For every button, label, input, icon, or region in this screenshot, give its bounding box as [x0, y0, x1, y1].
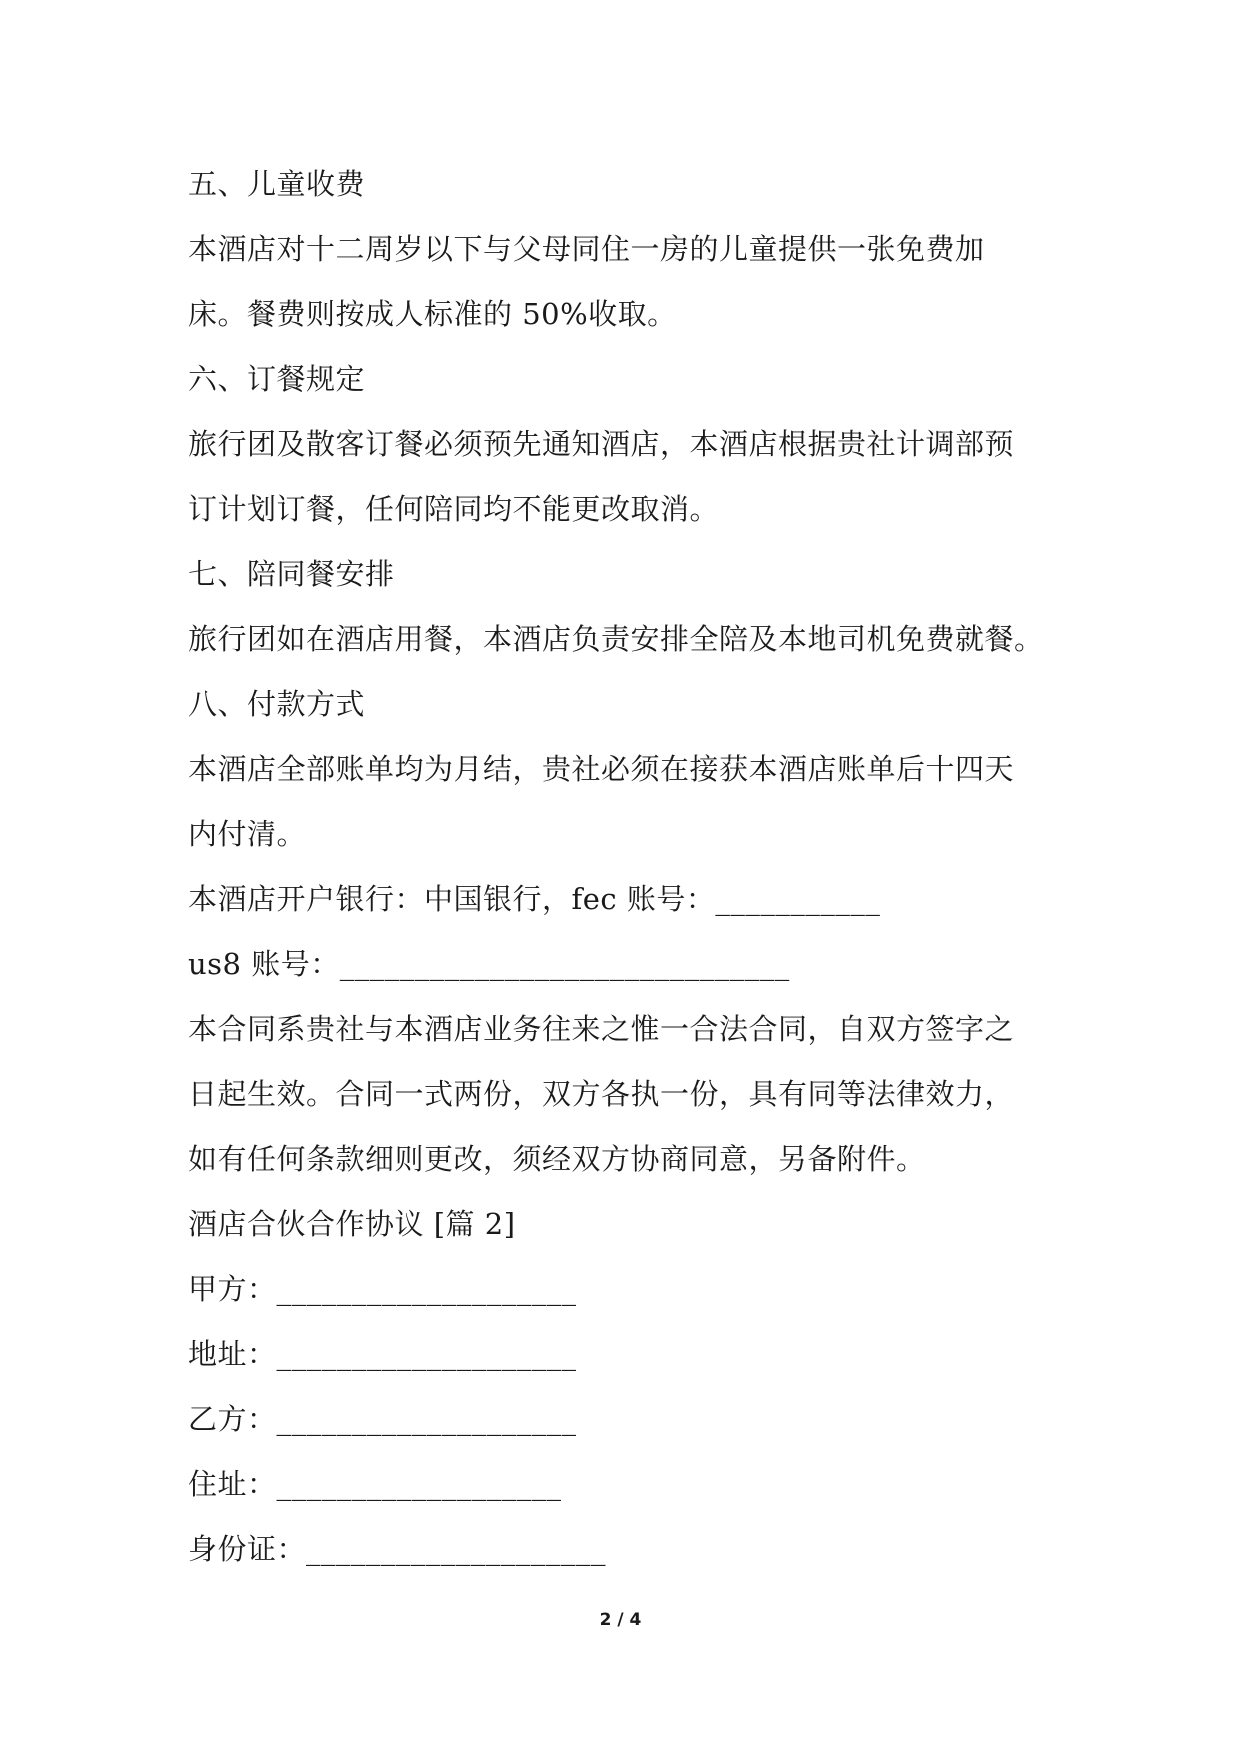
section-heading: 八、付款方式	[188, 687, 366, 721]
paragraph-line: 床。餐费则按成人标准的 50%收取。	[188, 297, 677, 331]
bank-account-line: 本酒店开户银行：中国银行，fec 账号：___________	[188, 882, 881, 916]
party-b-field: 乙方：____________________	[188, 1402, 577, 1436]
section-heading: 六、订餐规定	[188, 362, 366, 396]
paragraph-line: 订计划订餐，任何陪同均不能更改取消。	[188, 492, 720, 526]
paragraph-line: 旅行团及散客订餐必须预先通知酒店，本酒店根据贵社计调部预	[188, 427, 1015, 461]
page-number: 2 / 4	[599, 1610, 642, 1630]
agreement-title: 酒店合伙合作协议 [篇 2]	[188, 1207, 516, 1241]
paragraph-line: 内付清。	[188, 817, 307, 851]
paragraph-line: 如有任何条款细则更改，须经双方协商同意，另备附件。	[188, 1142, 926, 1176]
residence-field: 住址：___________________	[188, 1467, 562, 1501]
paragraph-line: 旅行团如在酒店用餐，本酒店负责安排全陪及本地司机免费就餐。	[188, 622, 1044, 656]
paragraph-line: 本酒店对十二周岁以下与父母同住一房的儿童提供一张免费加	[188, 232, 985, 266]
id-card-field: 身份证：____________________	[188, 1532, 607, 1566]
section-heading: 七、陪同餐安排	[188, 557, 395, 591]
paragraph-line: 本合同系贵社与本酒店业务往来之惟一合法合同，自双方签字之	[188, 1012, 1015, 1046]
paragraph-line: 日起生效。合同一式两份，双方各执一份，具有同等法律效力，	[188, 1077, 1015, 1111]
usd-account-line: us8 账号：______________________________	[188, 947, 790, 981]
document-body	[188, 156, 1068, 1586]
address-field: 地址：____________________	[188, 1337, 577, 1371]
paragraph-line: 本酒店全部账单均为月结，贵社必须在接获本酒店账单后十四天	[188, 752, 1015, 786]
party-a-field: 甲方：____________________	[188, 1272, 577, 1306]
section-heading: 五、儿童收费	[188, 167, 366, 201]
